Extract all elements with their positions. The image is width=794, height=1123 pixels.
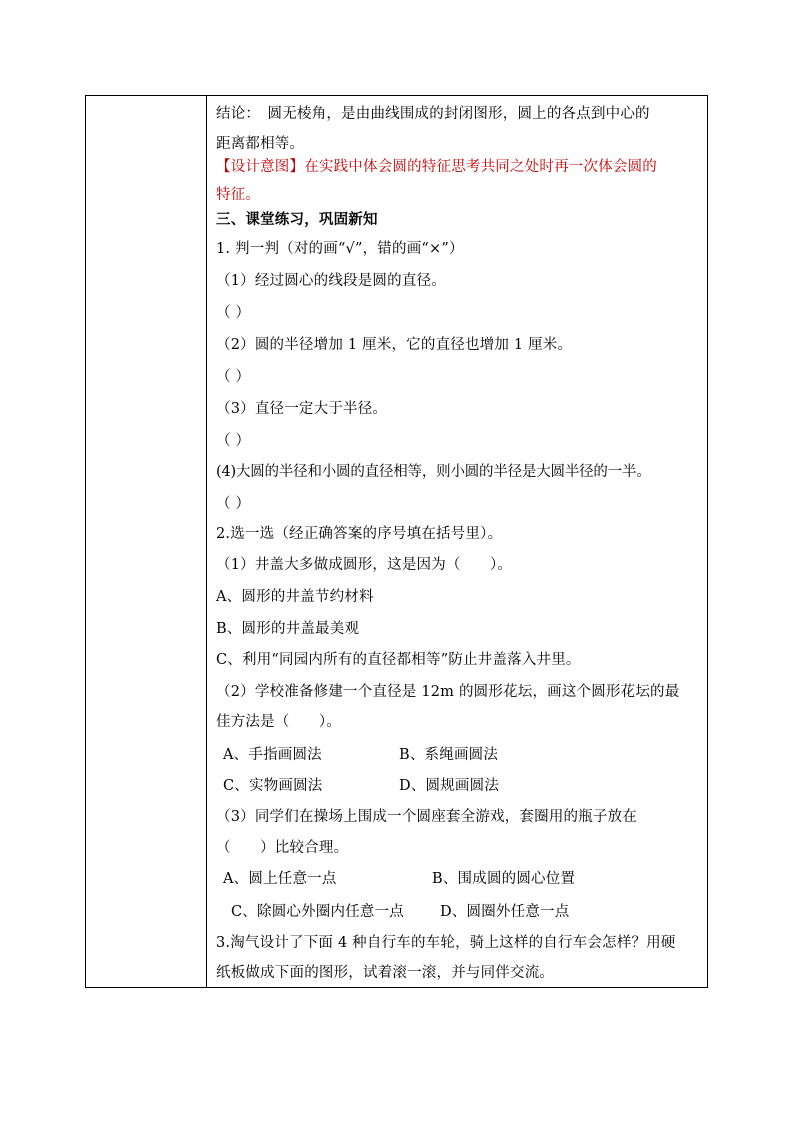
question-3-line-1: 3.淘气设计了下面 4 种自行车的车轮，骑上这样的自行车会怎样？用硬 (216, 935, 676, 951)
q1-item-1: （1）经过圆心的线段是圆的直径。 (216, 273, 446, 289)
q2-item-2-option-d: D、圆规画圆法 (399, 778, 500, 794)
q2-item-3-line-2: （ ）比较合理。 (216, 840, 349, 856)
lesson-table (85, 95, 708, 988)
q1-item-3: （3）直径一定大于半径。 (216, 401, 388, 417)
question-3-line-2: 纸板做成下面的图形，试着滚一滚，并与同伴交流。 (216, 965, 555, 981)
q2-item-3-option-a: A、圆上任意一点 (223, 871, 337, 887)
q2-item-1: （1）井盖大多做成圆形，这是因为（ ）。 (216, 557, 513, 573)
question-1-heading: 1. 判一判（对的画“√”，错的画“×”） (216, 241, 464, 257)
left-column-cell (86, 96, 207, 987)
q1-item-3-answer: （ ） (216, 433, 251, 449)
q2-item-3-option-d: D、圆圈外任意一点 (440, 904, 570, 920)
section-heading: 三、课堂练习，巩固新知 (216, 211, 378, 228)
q2-item-3-option-c: C、除圆心外圈内任意一点 (231, 904, 404, 920)
q1-item-1-answer: （ ） (216, 305, 251, 321)
q2-item-1-option-a: A、圆形的井盖节约材料 (216, 589, 374, 605)
design-intent-line-1: 【设计意图】在实践中体会圆的特征思考共同之处时再一次体会圆的 (216, 159, 657, 175)
q2-item-3-option-b: B、围成圆的圆心位置 (432, 871, 576, 887)
q2-item-2-option-b: B、系绳画圆法 (399, 747, 499, 763)
q2-item-2-option-a: A、手指画圆法 (223, 747, 322, 763)
q1-item-2-answer: （ ） (216, 369, 251, 385)
question-2-heading: 2.选一选（经正确答案的序号填在括号里）。 (216, 526, 503, 542)
conclusion-line-2: 距离都相等。 (216, 136, 305, 152)
q2-item-2-option-c: C、实物画圆法 (223, 778, 323, 794)
q2-item-3-line-1: （3）同学们在操场上围成一个圆座套全游戏，套圈用的瓶子放在 (216, 809, 638, 825)
content-cell (207, 96, 707, 987)
design-intent-line-2: 特征。 (216, 187, 261, 203)
q1-item-4: (4)大圆的半径和小圆的直径相等，则小圆的半径是大圆半径的一半。 (216, 464, 651, 480)
q2-item-2-line-1: （2）学校准备修建一个直径是 12m 的圆形花坛，画这个圆形花坛的最 (216, 684, 680, 700)
q1-item-4-answer: （ ） (216, 496, 251, 512)
q1-item-2: （2）圆的半径增加 1 厘米，它的直径也增加 1 厘米。 (216, 337, 573, 353)
conclusion-line-1: 结论： 圆无棱角，是由曲线围成的封闭图形，圆上的各点到中心的 (216, 106, 650, 122)
q2-item-2-line-2: 佳方法是（ ）。 (216, 714, 342, 730)
q2-item-1-option-b: B、圆形的井盖最美观 (216, 621, 360, 637)
q2-item-1-option-c: C、利用“同园内所有的直径都相等”防止井盖落入井里。 (216, 652, 581, 668)
